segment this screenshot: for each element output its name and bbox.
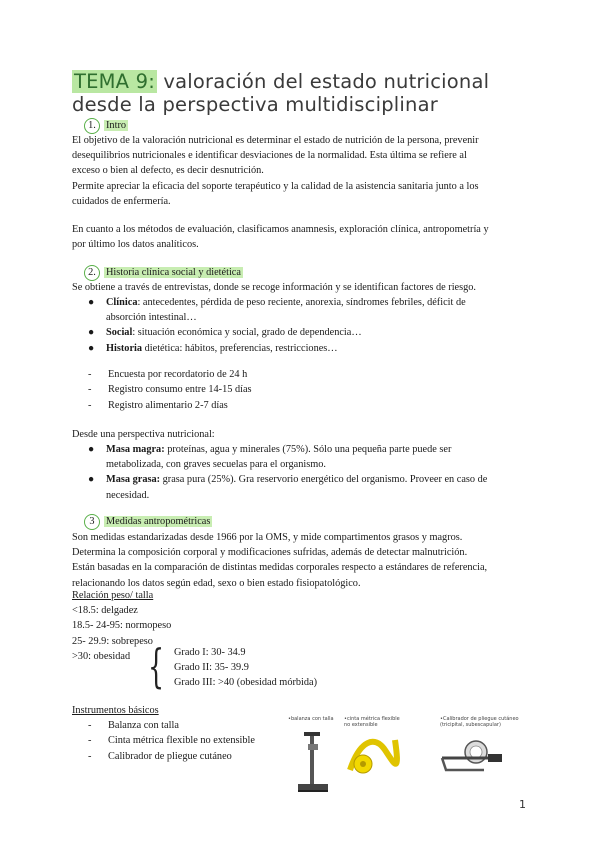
scale-image (290, 726, 335, 796)
list-item: ● Masa magra: proteínas, agua y minerales (75%). Sólo una pequeña parte puede ser (88, 444, 452, 455)
list-item: ● Clínica: antecedentes, pérdida de peso reciente, anorexia, síndromes febriles, déficit de (88, 297, 466, 308)
list-item: 25- 29.9: sobrepeso (72, 635, 153, 647)
antropometria-paragraph: Son medidas estandarizadas desde 1966 por la OMS, y mide compartimentos grasos y magros. Determina la composición corporal y modificaciones sufridas, además de detectar malnutrición. Están basadas en la comparación de distintas medidas corporales respecto a estándares de referencia, relacionando los datos según edad, sexo o bien estado fisiopatológico. (72, 532, 488, 589)
section-heading-historia: 2. Historia clínica social y dietética (84, 265, 243, 281)
instruments-title: Instrumentos básicos (72, 705, 159, 716)
nutri-intro: Desde una perspectiva nutricional: (72, 429, 215, 440)
title-highlight: TEMA 9: (74, 70, 155, 93)
list-item: - Calibrador de pliegue cutáneo (88, 750, 232, 762)
list-item: <18.5: delgadez (72, 605, 138, 617)
list-item: - Balanza con talla (88, 720, 179, 731)
intro-paragraph: El objetivo de la valoración nutricional es determinar el estado de nutrición de la persona, prevenir desequilibrios nutricionales e identificar desviaciones de la normalidad. Esta última se refiere al exceso o bien al defecto, es decir desnutrición. Permite apreciar la eficacia del soporte terapéutico y la calidad de la asistencia sanitaria junto a los cuidados de enfermería. (72, 135, 479, 207)
list-item: - Registro consumo entre 14-15 días (88, 384, 252, 396)
page-title: TEMA 9: valoración del estado nutricional desde la perspectiva multidisciplinar (72, 70, 490, 116)
historia-bullet-list: ● Clínica: antecedentes, pérdida de peso reciente, anorexia, síndromes febriles, déficit de absorción intestinal… ● Social: situación económica y social, grado de dependencia… ● Historia dietética: hábitos, preferencias, restricciones… (88, 295, 528, 356)
list-item: ● Masa grasa: grasa pura (25%). Gra reservorio energético del organismo. Proveer en caso de (88, 474, 488, 486)
nutri-bullet-list: ● Masa magra: proteínas, agua y minerales (75%). Sólo una pequeña parte puede ser metabolizada, con graves secuelas para el organismo. ● Masa grasa: grasa pura (25%). Gra reservorio energético del organismo. Proveer en caso de necesidad. (88, 442, 528, 503)
list-item: >30: obesidad (72, 650, 131, 662)
tape-image (345, 730, 405, 780)
list-item: 18.5- 24-95: normopeso (72, 620, 172, 632)
section-heading-antropometria: 3 Medidas antropométricas (84, 514, 212, 530)
historia-intro: Se obtiene a través de entrevistas, donde se recoge información y se identifican factores de riesgo. (72, 282, 476, 293)
methods-paragraph: En cuanto a los métodos de evaluación, clasificamos anamnesis, exploración clínica, antropometría y por último los datos analíticos. (72, 224, 489, 251)
historia-dash-list (88, 367, 252, 413)
section-heading-intro: 1. Intro (84, 118, 128, 134)
caption-caliper: •Calibrador de pliegue cutáneo (tricipital, subescapular) (440, 716, 519, 728)
list-item: ● Social: situación económica y social, grado de dependencia… (88, 327, 362, 339)
caliper-image (436, 732, 506, 776)
caption-tape: •cinta métrica flexible no extensible (344, 716, 400, 728)
page-number: 1 (519, 798, 526, 811)
instruments-list (88, 718, 255, 764)
list-item: Grado II: 35- 39.9 (174, 662, 249, 674)
list-item: - Registro alimentario 2-7 días (88, 399, 228, 411)
list-item: Grado I: 30- 34.9 (174, 647, 246, 658)
obesity-grades (174, 645, 474, 691)
list-item: - Cinta métrica flexible no extensible (88, 735, 255, 747)
ratio-title: Relación peso/ talla (72, 590, 154, 601)
caption-scale: •balanza con talla (288, 716, 334, 722)
brace: { (148, 639, 165, 693)
list-item: ● Historia dietética: hábitos, preferencias, restricciones… (88, 342, 338, 354)
list-item: - Encuesta por recordatorio de 24 h (88, 369, 248, 380)
list-item: Grado III: >40 (obesidad mórbida) (174, 677, 318, 689)
